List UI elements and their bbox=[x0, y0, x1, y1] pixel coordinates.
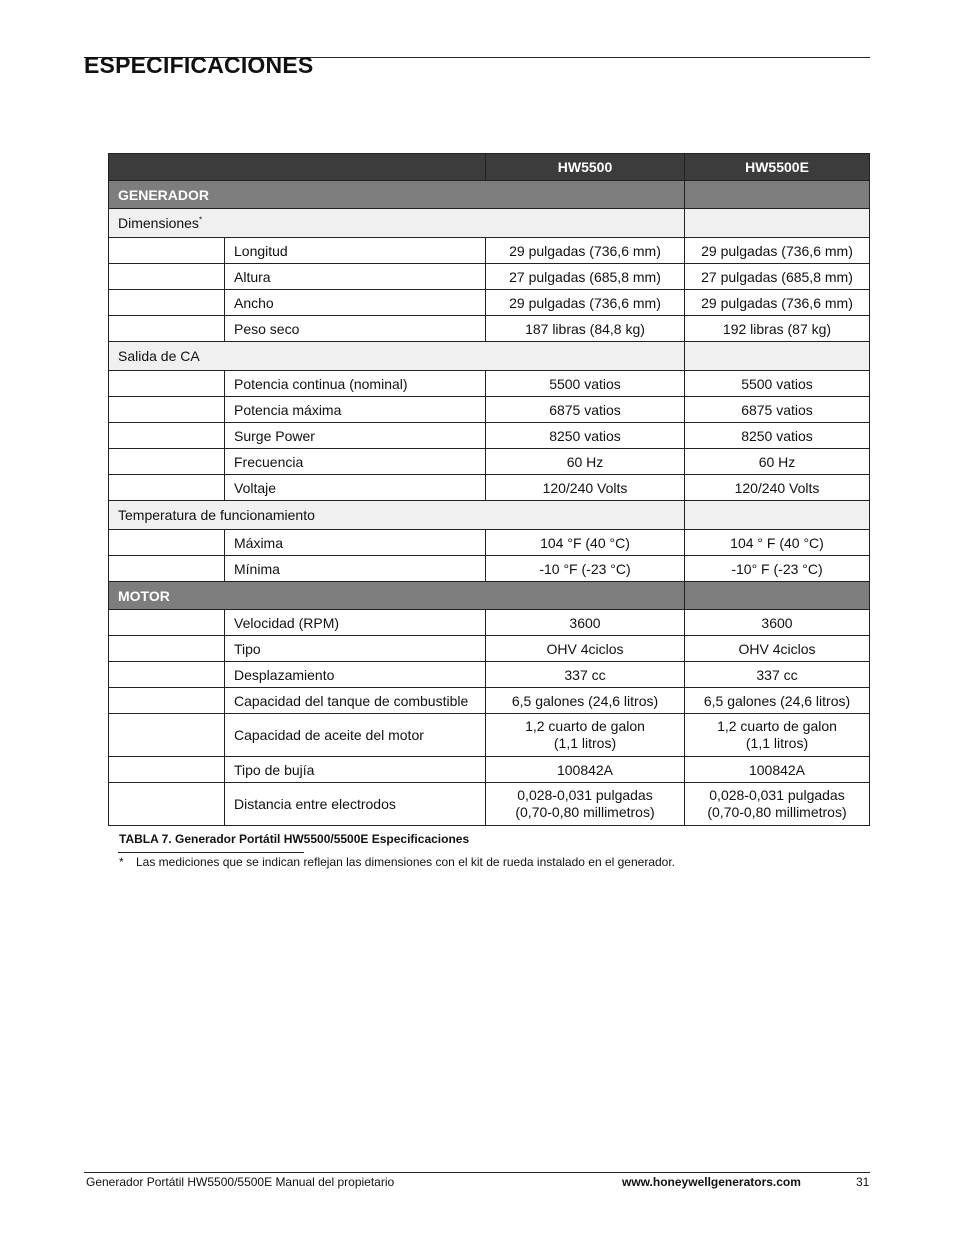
indent-cell bbox=[109, 530, 225, 556]
value-hw5500e: 27 pulgadas (685,8 mm) bbox=[685, 264, 870, 290]
table-row bbox=[109, 662, 870, 688]
value-hw5500e: 29 pulgadas (736,6 mm) bbox=[685, 238, 870, 264]
value-hw5500e: 29 pulgadas (736,6 mm) bbox=[685, 290, 870, 316]
spec-label: Ancho bbox=[225, 290, 486, 316]
group-label: Salida de CA bbox=[109, 342, 685, 371]
section-empty-cell bbox=[685, 181, 870, 209]
section-row-motor bbox=[109, 582, 870, 610]
indent-cell bbox=[109, 714, 225, 757]
group-empty-cell bbox=[685, 342, 870, 371]
footer-rule bbox=[84, 1172, 870, 1173]
group-empty-cell bbox=[685, 209, 870, 238]
footnote-rule bbox=[118, 852, 304, 853]
table-row bbox=[109, 316, 870, 342]
value-hw5500 bbox=[486, 783, 685, 826]
indent-cell bbox=[109, 688, 225, 714]
spec-label: Capacidad de aceite del motor bbox=[225, 714, 486, 757]
group-row-dimensiones bbox=[109, 209, 870, 238]
value-line-1: 0,028-0,031 pulgadas bbox=[709, 787, 845, 803]
value-line-2: (0,70-0,80 millimetros) bbox=[515, 804, 655, 820]
indent-cell bbox=[109, 636, 225, 662]
table-row bbox=[109, 610, 870, 636]
indent-cell bbox=[109, 397, 225, 423]
header-empty-cell bbox=[109, 154, 486, 181]
value-hw5500: 120/240 Volts bbox=[486, 475, 685, 501]
spec-label: Tipo bbox=[225, 636, 486, 662]
table-row bbox=[109, 757, 870, 783]
footnote-mark: * bbox=[119, 855, 124, 869]
table-row bbox=[109, 423, 870, 449]
value-hw5500e: 3600 bbox=[685, 610, 870, 636]
indent-cell bbox=[109, 783, 225, 826]
spec-label: Potencia máxima bbox=[225, 397, 486, 423]
section-label: MOTOR bbox=[109, 582, 685, 610]
table-row bbox=[109, 238, 870, 264]
indent-cell bbox=[109, 264, 225, 290]
group-empty-cell bbox=[685, 501, 870, 530]
spec-label: Mínima bbox=[225, 556, 486, 582]
indent-cell bbox=[109, 610, 225, 636]
value-line-1: 1,2 cuarto de galon bbox=[525, 718, 645, 734]
section-row-generador bbox=[109, 181, 870, 209]
column-header-hw5500: HW5500 bbox=[486, 154, 685, 181]
footer-document-title: Generador Portátil HW5500/5500E Manual del propietario bbox=[86, 1175, 395, 1189]
spec-label: Velocidad (RPM) bbox=[225, 610, 486, 636]
spec-label: Capacidad del tanque de combustible bbox=[225, 688, 486, 714]
group-label-text: Dimensiones bbox=[118, 215, 199, 231]
value-hw5500e: 8250 vatios bbox=[685, 423, 870, 449]
indent-cell bbox=[109, 316, 225, 342]
value-hw5500e: 337 cc bbox=[685, 662, 870, 688]
group-row-temperatura bbox=[109, 501, 870, 530]
value-hw5500e: -10° F (-23 °C) bbox=[685, 556, 870, 582]
footnote-text: Las mediciones que se indican reflejan las dimensiones con el kit de rueda instalado en el generador. bbox=[136, 855, 676, 869]
footnote-marker: * bbox=[198, 215, 203, 225]
column-header-hw5500e: HW5500E bbox=[685, 154, 870, 181]
table-row bbox=[109, 371, 870, 397]
value-hw5500e: OHV 4ciclos bbox=[685, 636, 870, 662]
spec-label: Longitud bbox=[225, 238, 486, 264]
spec-label: Máxima bbox=[225, 530, 486, 556]
spec-label: Tipo de bujía bbox=[225, 757, 486, 783]
table-caption: TABLA 7. Generador Portátil HW5500/5500E Especificaciones bbox=[119, 832, 470, 846]
specifications-table bbox=[108, 153, 870, 826]
table-header-row bbox=[109, 154, 870, 181]
value-line-1: 1,2 cuarto de galon bbox=[717, 718, 837, 734]
table-row bbox=[109, 397, 870, 423]
spec-label: Altura bbox=[225, 264, 486, 290]
section-empty-cell bbox=[685, 582, 870, 610]
indent-cell bbox=[109, 757, 225, 783]
value-hw5500: 29 pulgadas (736,6 mm) bbox=[486, 238, 685, 264]
table-row bbox=[109, 556, 870, 582]
value-hw5500e: 120/240 Volts bbox=[685, 475, 870, 501]
indent-cell bbox=[109, 556, 225, 582]
table-row bbox=[109, 714, 870, 757]
spec-label: Desplazamiento bbox=[225, 662, 486, 688]
value-hw5500: -10 °F (-23 °C) bbox=[486, 556, 685, 582]
value-hw5500e: 5500 vatios bbox=[685, 371, 870, 397]
value-hw5500: 187 libras (84,8 kg) bbox=[486, 316, 685, 342]
table-row bbox=[109, 783, 870, 826]
value-hw5500e: 6,5 galones (24,6 litros) bbox=[685, 688, 870, 714]
value-hw5500: 337 cc bbox=[486, 662, 685, 688]
table-row bbox=[109, 449, 870, 475]
table-row bbox=[109, 636, 870, 662]
indent-cell bbox=[109, 662, 225, 688]
indent-cell bbox=[109, 371, 225, 397]
spec-label: Distancia entre electrodos bbox=[225, 783, 486, 826]
value-hw5500: OHV 4ciclos bbox=[486, 636, 685, 662]
indent-cell bbox=[109, 449, 225, 475]
spec-label: Voltaje bbox=[225, 475, 486, 501]
value-hw5500: 5500 vatios bbox=[486, 371, 685, 397]
group-label: Temperatura de funcionamiento bbox=[109, 501, 685, 530]
value-line-2: (0,70-0,80 millimetros) bbox=[707, 804, 847, 820]
value-hw5500e: 192 libras (87 kg) bbox=[685, 316, 870, 342]
footer-website-link[interactable]: www.honeywellgenerators.com bbox=[622, 1175, 801, 1189]
spec-label: Potencia continua (nominal) bbox=[225, 371, 486, 397]
table-row bbox=[109, 290, 870, 316]
table-row bbox=[109, 264, 870, 290]
spec-label: Frecuencia bbox=[225, 449, 486, 475]
value-line-1: 0,028-0,031 pulgadas bbox=[517, 787, 653, 803]
value-hw5500e: 100842A bbox=[685, 757, 870, 783]
value-hw5500: 8250 vatios bbox=[486, 423, 685, 449]
indent-cell bbox=[109, 475, 225, 501]
footnote bbox=[119, 855, 675, 869]
section-label: GENERADOR bbox=[109, 181, 685, 209]
value-hw5500e: 104 ° F (40 °C) bbox=[685, 530, 870, 556]
value-hw5500 bbox=[486, 714, 685, 757]
indent-cell bbox=[109, 423, 225, 449]
group-row-salida bbox=[109, 342, 870, 371]
value-hw5500e: 60 Hz bbox=[685, 449, 870, 475]
value-line-2: (1,1 litros) bbox=[745, 735, 809, 751]
value-hw5500: 6,5 galones (24,6 litros) bbox=[486, 688, 685, 714]
indent-cell bbox=[109, 238, 225, 264]
value-hw5500e: 6875 vatios bbox=[685, 397, 870, 423]
table-row bbox=[109, 530, 870, 556]
indent-cell bbox=[109, 290, 225, 316]
page-number: 31 bbox=[856, 1175, 870, 1189]
table-row bbox=[109, 688, 870, 714]
value-hw5500e bbox=[685, 714, 870, 757]
spec-label: Peso seco bbox=[225, 316, 486, 342]
value-hw5500: 104 °F (40 °C) bbox=[486, 530, 685, 556]
value-hw5500: 100842A bbox=[486, 757, 685, 783]
value-hw5500e bbox=[685, 783, 870, 826]
value-hw5500: 27 pulgadas (685,8 mm) bbox=[486, 264, 685, 290]
table-row bbox=[109, 475, 870, 501]
value-hw5500: 3600 bbox=[486, 610, 685, 636]
value-line-2: (1,1 litros) bbox=[553, 735, 617, 751]
value-hw5500: 29 pulgadas (736,6 mm) bbox=[486, 290, 685, 316]
value-hw5500: 60 Hz bbox=[486, 449, 685, 475]
spec-label: Surge Power bbox=[225, 423, 486, 449]
group-label bbox=[109, 209, 685, 238]
value-hw5500: 6875 vatios bbox=[486, 397, 685, 423]
page-title: ESPECIFICACIONES bbox=[84, 52, 314, 78]
